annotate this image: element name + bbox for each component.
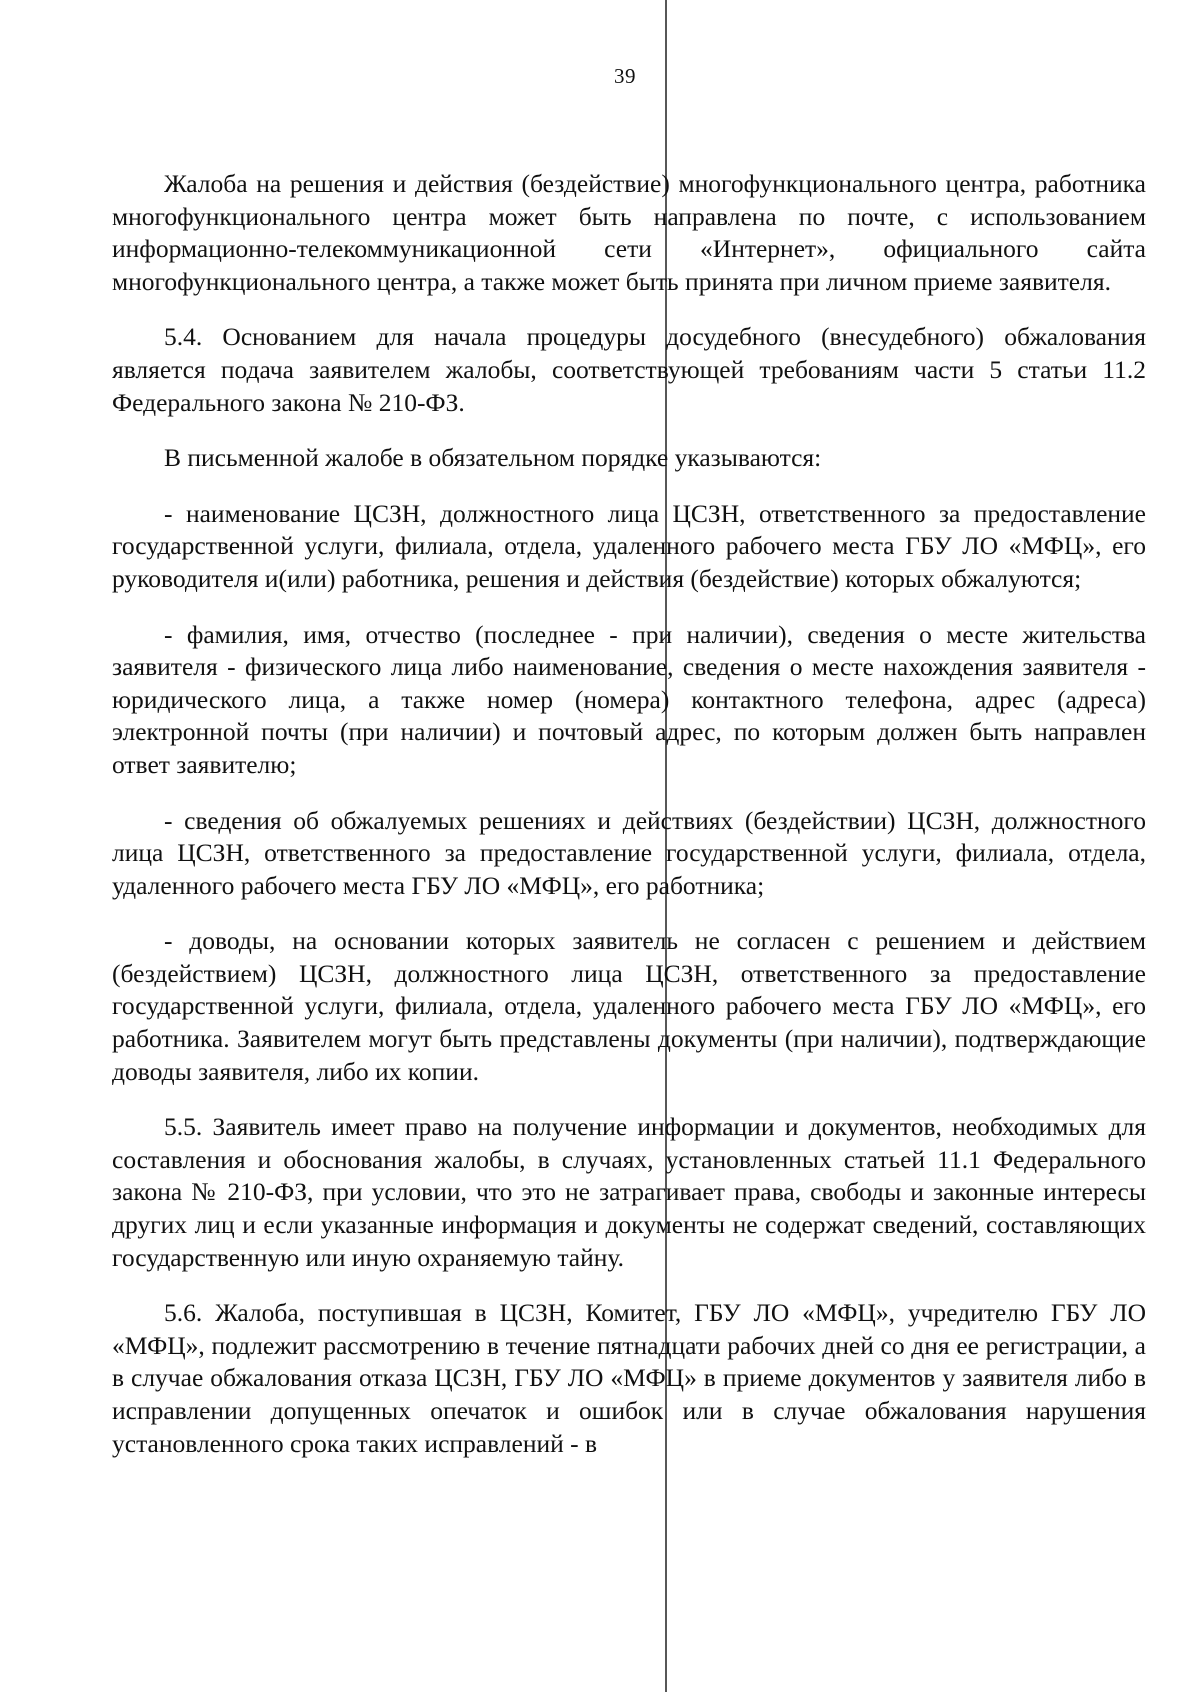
paragraph-complaint-contents-intro: В письменной жалобе в обязательном порядке указываются:: [164, 443, 822, 473]
list-item-arguments: - доводы, на основании которых заявитель не согласен с решением и действием (бездействием) ЦСЗН, должностного лица ЦСЗН, ответственного за предоставление государственной услуги, филиала, отдела, удаленного рабочего места ГБУ ЛО «МФЦ», его работника. Заявителем могут быть представлены документы (при наличии), подтверждающие доводы заявителя, либо их копии.: [112, 926, 1146, 1086]
paragraph-5-4: 5.4. Основанием для начала процедуры досудебного (внесудебного) обжалования является подача заявителем жалобы, соответствующей требованиям части 5 статьи 11.2 Федерального закона № 210-ФЗ.: [112, 322, 1146, 417]
paragraph-5-6: 5.6. Жалоба, поступившая в ЦСЗН, Комитет, ГБУ ЛО «МФЦ», учредителю ГБУ ЛО «МФЦ», подлежит рассмотрению в течение пятнадцати рабочих дней со дня ее регистрации, а в случае обжалования отказа ЦСЗН, ГБУ ЛО «МФЦ» в приеме документов у заявителя либо в исправлении допущенных опечаток и ошибок или в случае обжалования нарушения установленного срока таких исправлений - в: [112, 1298, 1146, 1458]
list-item-name: - наименование ЦСЗН, должностного лица ЦСЗН, ответственного за предоставление государственной услуги, филиала, отдела, удаленного рабочего места ГБУ ЛО «МФЦ», его руководителя и(или) работника, решения и действия (бездействие) которых обжалуются;: [112, 498, 1146, 593]
paragraph-complaint-mfc: Жалоба на решения и действия (бездействие) многофункционального центра, работника многофункционального центра может быть направлена по почте, с использованием информационно-телекоммуникационной сети «Интернет», официального сайта многофункционального центра, а также может быть принята при личном приеме заявителя.: [112, 169, 1146, 296]
list-item-decisions: - сведения об обжалуемых решениях и действиях (бездействии) ЦСЗН, должностного лица ЦСЗН, ответственного за предоставление государственной услуги, филиала, отдела, удаленного рабочего места ГБУ ЛО «МФЦ», его работника;: [112, 805, 1146, 900]
paragraph-5-5: 5.5. Заявитель имеет право на получение информации и документов, необходимых для составления и обоснования жалобы, в случаях, установленных статьей 11.1 Федерального закона № 210-ФЗ, при условии, что это не затрагивает права, свободы и законные интересы других лиц и если указанные информация и документы не содержат сведений, составляющих государственную или иную охраняемую тайну.: [112, 1112, 1146, 1272]
document-body: [112, 168, 1146, 1460]
list-item-applicant-info: - фамилия, имя, отчество (последнее - при наличии), сведения о месте жительства заявителя - физического лица либо наименование, сведения о месте нахождения заявителя - юридического лица, а также номер (номера) контактного телефона, адрес (адреса) электронной почты (при наличии) и почтовый адрес, по которым должен быть направлен ответ заявителю;: [112, 619, 1146, 779]
page-number: 39: [614, 64, 636, 88]
